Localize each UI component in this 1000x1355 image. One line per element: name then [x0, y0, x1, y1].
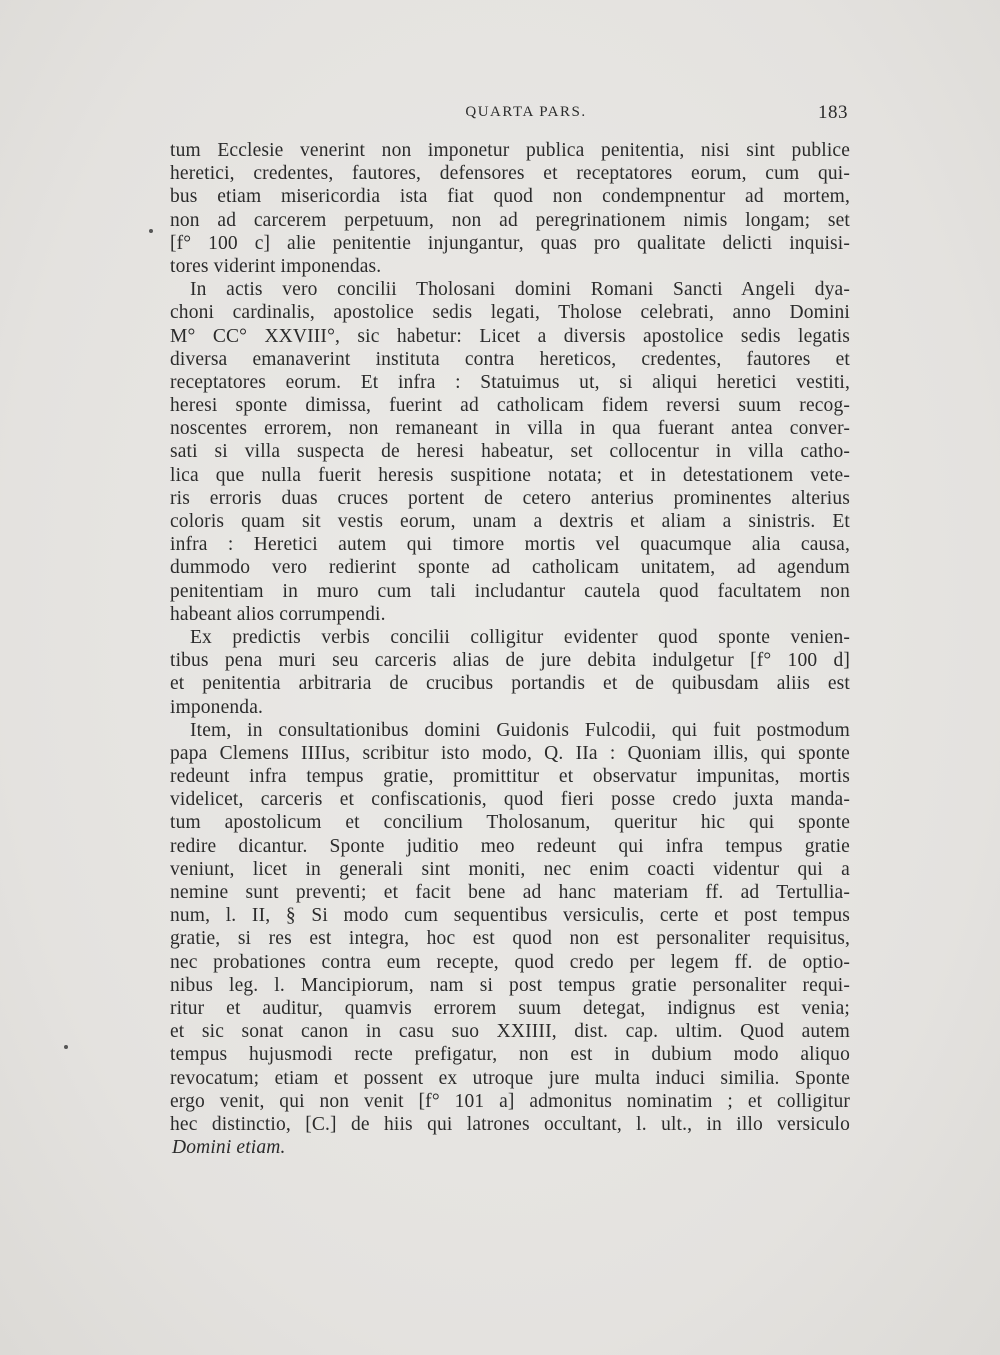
text-line: noscentes errorem, non remaneant in villa in qua fuerant antea conver-: [170, 418, 850, 440]
text-line: revocatum; etiam et possent ex utroque jure multa induci similia. Sponte: [170, 1067, 850, 1089]
text-line: ergo venit, qui non venit [f° 101 a] admonitus nominatim ; et colligitur: [170, 1090, 850, 1112]
text-line: Ex predictis verbis concilii colligitur evidenter quod sponte venien-: [190, 626, 850, 648]
text-line: sati si villa suspecta de heresi habeatur, set collocentur in villa catho-: [170, 441, 850, 463]
text-line: habeant alios corrumpendi.: [170, 603, 386, 625]
text-line: videlicet, carceris et confiscationis, quod fieri posse credo juxta manda-: [170, 789, 850, 811]
text-line: tores viderint imponendas.: [170, 255, 382, 277]
text-line: receptatores eorum. Et infra : Statuimus ut, si aliqui heretici vestiti,: [170, 371, 850, 393]
text-line: imponenda.: [170, 696, 264, 718]
margin-mark: [64, 1045, 68, 1049]
text-line: Item, in consultationibus domini Guidonis Fulcodii, qui fuit postmodum: [190, 719, 850, 741]
text-line: heretici, credentes, fautores, defensores et receptatores eorum, cum qui-: [170, 163, 850, 185]
text-line: tum Ecclesie venerint non imponetur publica penitentia, nisi sint publice: [170, 140, 850, 161]
text-line: ris erroris duas cruces portent de cetero anterius prominentes alterius: [170, 487, 850, 509]
text-line: nibus leg. l. Mancipiorum, nam si post tempus gratie personaliter requi-: [170, 974, 850, 996]
text-line: nemine sunt preventi; et facit bene ad hanc materiam ff. ad Tertullia-: [170, 882, 850, 903]
text-line: coloris quam sit vestis eorum, unam a dextris et aliam a sinistris. Et: [170, 511, 850, 532]
text-line: gratie, si res est integra, hoc est quod non est personaliter requisitus,: [170, 928, 850, 950]
text-line: et penitentia arbitraria de crucibus portandis et de quibusdam aliis est: [170, 673, 850, 695]
text-line: papa Clemens IIIIus, scribitur isto modo, Q. IIa : Quoniam illis, qui sponte: [170, 742, 850, 764]
text-line: redire dicantur. Sponte juditio meo redeunt qui infra tempus gratie: [170, 835, 850, 857]
running-head: QUARTA PARS.: [465, 104, 587, 120]
text-line: nec probationes contra eum recepte, quod credo per legem ff. de optio-: [170, 951, 850, 973]
text-line: heresi sponte dimissa, fuerint ad catholicam fidem reversi suum recog-: [170, 395, 850, 417]
text-line: infra : Heretici autem qui timore mortis vel quacumque alia causa,: [170, 534, 850, 556]
text-line: num, l. II, § Si modo cum sequentibus versiculis, certe et post tempus: [170, 905, 850, 927]
text-line: tum apostolicum et concilium Tholosanum, queritur hic qui sponte: [170, 812, 850, 834]
text-line: Domini etiam.: [172, 1137, 286, 1159]
text-line: veniunt, licet in generali sint moniti, nec enim coacti videntur qui a: [170, 858, 850, 880]
text-line: redeunt infra tempus gratie, promittitur et observatur impunitas, mortis: [170, 766, 850, 788]
text-line: In actis vero concilii Tholosani domini Romani Sancti Angeli dya-: [190, 279, 850, 301]
body-text: [170, 139, 850, 1159]
text-line: ritur et auditur, quamvis errorem suum detegat, indignus est venia;: [170, 997, 850, 1019]
text-line: diversa emanaverint instituta contra hereticos, credentes, fautores et: [170, 348, 850, 370]
text-line: tempus hujusmodi recte prefigatur, non est in dubium modo aliquo: [170, 1044, 850, 1066]
text-line: hec distinctio, [C.] de hiis qui latrones occultant, l. ult., in illo versiculo: [170, 1113, 850, 1135]
text-line: choni cardinalis, apostolice sedis legati, Tholose celebrati, anno Domini: [170, 302, 850, 324]
text-line: tibus pena muri seu carceris alias de jure debita indulgetur [f° 100 d]: [170, 650, 850, 672]
text-line: et sic sonat canon in casu suo XXIIII, dist. cap. ultim. Quod autem: [170, 1021, 850, 1043]
page-number: 183: [818, 102, 848, 123]
margin-mark: [149, 229, 153, 233]
text-line: bus etiam misericordia ista fiat quod non condempnentur ad mortem,: [170, 186, 850, 208]
text-line: lica que nulla fuerit heresis suspitione notata; et in detestationem vete-: [170, 464, 850, 486]
text-line: dummodo vero redierint sponte ad catholicam unitatem, ad agendum: [170, 557, 850, 579]
text-line: penitentiam in muro cum tali includantur cautela quod facultatem non: [170, 580, 850, 602]
text-line: [f° 100 c] alie penitentie injungantur, quas pro qualitate delicti inquisi-: [170, 232, 850, 254]
page-header: [168, 104, 850, 130]
text-line: M° CC° XXVIII°, sic habetur: Licet a diversis apostolice sedis legatis: [170, 325, 850, 347]
text-line: non ad carcerem perpetuum, non ad peregrinationem nimis longam; set: [170, 209, 850, 231]
